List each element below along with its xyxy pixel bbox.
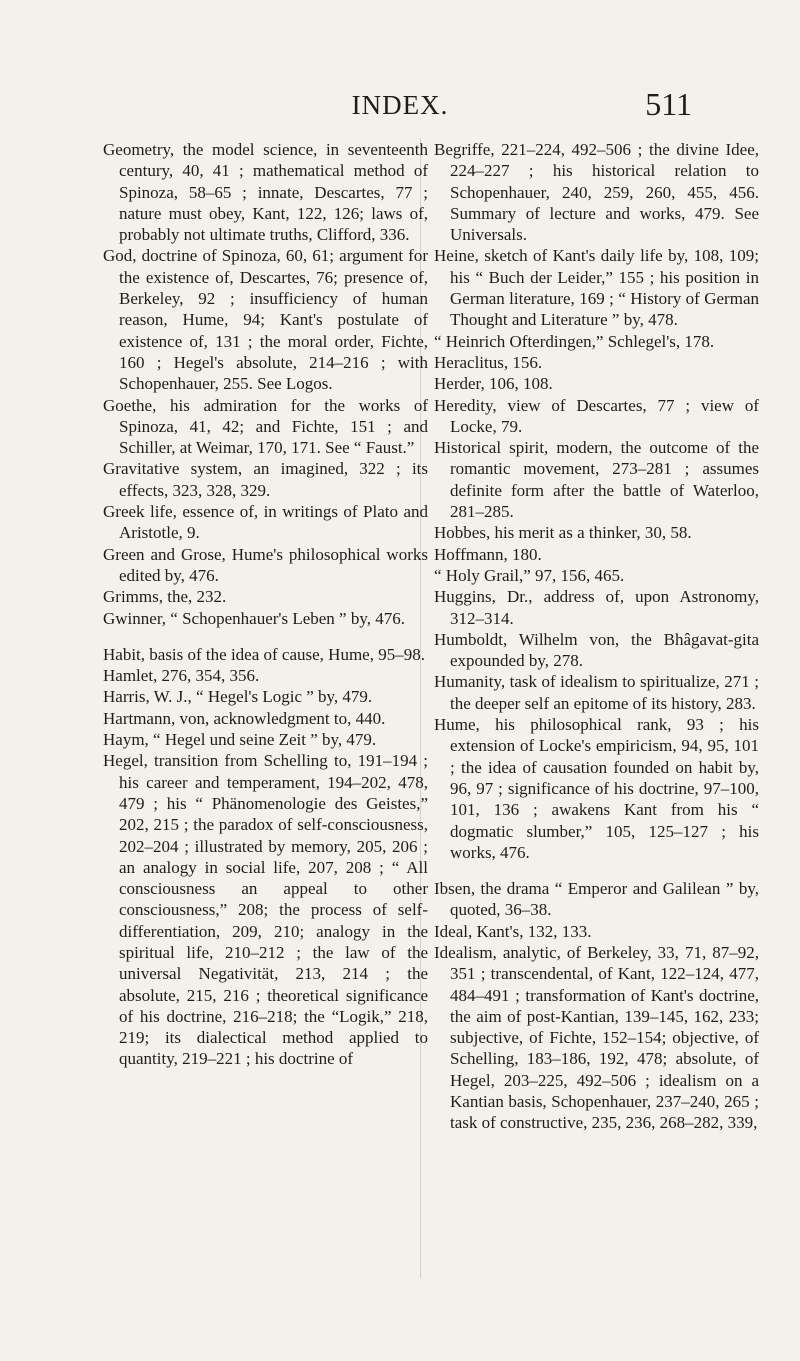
index-entry: Habit, basis of the idea of cause, Hume, 95–98. [103, 644, 425, 664]
index-entry: Hamlet, 276, 354, 356. [103, 666, 260, 686]
index-entry: Gwinner, “ Schopenhauer's Leben ” by, 476. [103, 608, 405, 628]
index-entry: Hume, his philosophical rank, 93 ; his extension of Locke's empiricism, 94, 95, 101 ; the idea of causation founded on habit by, 96, 97 ; significance of his doctrine, 97–100, 101, 136 ; awakens Kant from his “ dogmatic slumber,” 105, 125–127 ; his works, 476. [434, 715, 759, 862]
page-title: INDEX. [351, 90, 449, 120]
letter-gap [103, 629, 428, 644]
index-entry: Humboldt, Wilhelm von, the Bhâgavat-gita expounded by, 278. [434, 629, 759, 671]
index-entry: God, doctrine of Spinoza, 60, 61; argument for the existence of, Descartes, 76; presence of, Berkeley, 92 ; insufficiency of human reason, Hume, 94; Kant's postulate of existence of, 131 ; the moral order, Fichte, 160 ; Hegel's absolute, 214–216 ; with Schopenhauer, 255. See Logos. [103, 246, 428, 394]
index-entry: “ Holy Grail,” 97, 156, 465. [434, 565, 625, 585]
index-entry: Greek life, essence of, in writings of Plato and Aristotle, 9. [103, 502, 428, 543]
index-entry: Gravitative system, an imagined, 322 ; its effects, 323, 328, 329. [103, 459, 428, 500]
index-entry: Goethe, his admiration for the works of Spinoza, 41, 42; and Fichte, 151 ; and Schiller, at Weimar, 170, 171. See “ Faust.” [103, 395, 428, 458]
index-entry: Hoffmann, 180. [434, 544, 542, 564]
index-entry: Hegel, transition from Schelling to, 191–194 ; his career and temperament, 194–202, 478, 479 ; his “ Phänomenologie des Geistes,” 202, 215 ; the paradox of self-consciousness, 202–204 ; illustrated by memory, 205, 206 ; an analogy in social life, 207, 208 ; “ All consciousness an appeal to other consciousness,” 208; the process of self-differentiation, 209, 210; analogy in the spiritual life, 210–212 ; the law of the universal Negativität, 213, 214 ; the absolute, 215, 216 ; theoretical significance of his doctrine, 216–218; the “Logik,” 218, 219; its dialectical method applied to quantity, 219–221 ; his doctrine of [103, 751, 428, 1069]
index-entry: Green and Grose, Hume's philosophical works edited by, 476. [103, 544, 428, 585]
index-entry: Haym, “ Hegel und seine Zeit ” by, 479. [103, 730, 377, 750]
index-entry: Herder, 106, 108. [434, 374, 553, 394]
right-column [434, 139, 759, 1134]
index-entry: Hobbes, his merit as a thinker, 30, 58. [434, 523, 692, 543]
letter-gap [434, 863, 759, 878]
index-entry: Geometry, the model science, in seventeenth century, 40, 41 ; mathematical method of Spinoza, 58–65 ; innate, Descartes, 77 ; nature must obey, Kant, 122, 126; laws of, probably not ultimate truths, Clifford, 336. [103, 140, 428, 245]
page-number: 511 [645, 86, 692, 122]
index-entry: Heredity, view of Descartes, 77 ; view of Locke, 79. [434, 395, 759, 436]
index-entry: Idealism, analytic, of Berkeley, 33, 71, 87–92, 351 ; transcendental, of Kant, 122–124, 477, 484–491 ; transformation of Kant's doctrine, the aim of post-Kantian, 139–145, 162, 233; subjective, of Fichte, 152–154; objective, of Schelling, 183–186, 192, 478; absolute, of Hegel, 203–225, 492–506 ; idealism on a Kantian basis, Schopenhauer, 237–240, 265 ; task of constructive, 235, 236, 268–282, 339, [434, 942, 759, 1133]
index-entry: Hartmann, von, acknowledgment to, 440. [103, 708, 386, 728]
index-entry: “ Heinrich Ofterdingen,” Schlegel's, 178. [434, 331, 715, 351]
index-entry: Heraclitus, 156. [434, 352, 543, 372]
index-entry: Begriffe, 221–224, 492–506 ; the divine Idee, 224–227 ; his historical relation to Schopenhauer, 240, 259, 260, 455, 456. Summary of lecture and works, 479. See Universals. [434, 140, 759, 245]
index-entry: Heine, sketch of Kant's daily life by, 108, 109; his “ Buch der Leider,” 155 ; his position in German literature, 169 ; “ History of German Thought and Literature ” by, 478. [434, 246, 759, 330]
index-entry: Ideal, Kant's, 132, 133. [434, 921, 592, 941]
index-entry: Huggins, Dr., address of, upon Astronomy, 312–314. [434, 587, 759, 628]
left-column [103, 139, 428, 1070]
index-entry: Ibsen, the drama “ Emperor and Galilean ” by, quoted, 36–38. [434, 879, 759, 920]
index-entry: Harris, W. J., “ Hegel's Logic ” by, 479. [103, 687, 373, 707]
running-head [0, 86, 800, 130]
index-entry: Humanity, task of idealism to spiritualize, 271 ; the deeper self an epitome of its history, 283. [434, 672, 759, 713]
index-entry: Historical spirit, modern, the outcome of the romantic movement, 273–281 ; assumes definite form after the battle of Waterloo, 281–285. [434, 438, 759, 522]
index-entry: Grimms, the, 232. [103, 587, 227, 607]
